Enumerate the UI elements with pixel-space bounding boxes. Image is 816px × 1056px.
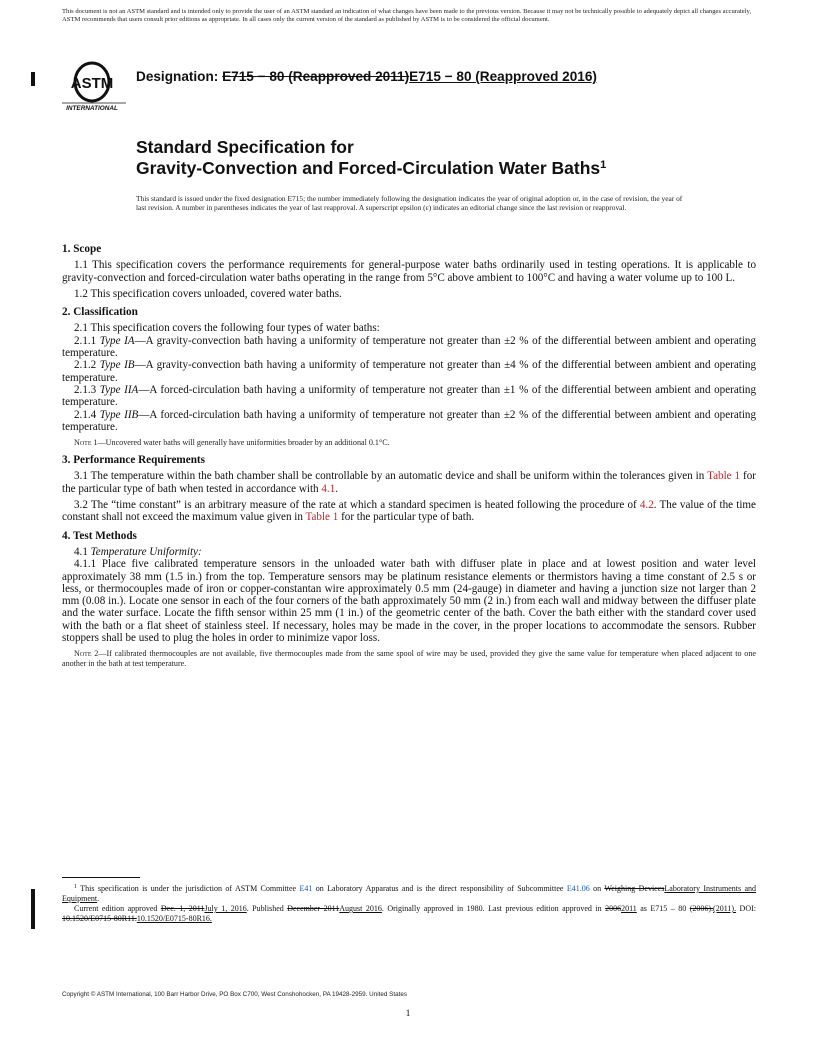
change-bar-top (31, 72, 35, 86)
change-bar-footnote (31, 889, 35, 929)
note-1: Note 1—Uncovered water baths will generally have uniformities broader by an additional 0.1°C. (74, 438, 390, 448)
issued-note: This standard is issued under the fixed designation E715; the number immediately following the designation indicates the year of original adoption or, in the case of revision, the year of last revision. A number in parentheses indicates the year of last reapproval. A superscript epsilon (ε) indicates an editorial change since the last revision or reapproval. (136, 194, 683, 212)
designation-old: E715 − 80 (Reapproved 2011) (222, 69, 410, 84)
title-line-2: Gravity-Convection and Forced-Circulation Water Baths (136, 158, 601, 178)
main-body (62, 243, 756, 675)
paragraph-3-1: 3.1 The temperature within the bath chamber shall be controllable by an automatic device and shall be uniform within the tolerances given in Table 1 for the particular type of bath when tested in accordance with 4.1. (62, 470, 756, 495)
notice-text: This document is not an ASTM standard and is intended only to provide the user of an ASTM standard an indication of what changes have been made to the previous version. Because it may not be technically possible to adequately depict all changes accurately, ASTM recommends that users consult prior editions as appropriate. In all cases only the current version of the standard as published by ASTM is to be considered the official document. (62, 8, 751, 23)
paragraph-1-1: 1.1 This specification covers the performance requirements for general-purpose water baths ordinarily used in testing operations. It is applicable to gravity-convection and forced-circulation water baths operating in the range from 5°C above ambient to 100°C and having a water volume up to 100 L. (62, 259, 756, 284)
designation (136, 69, 597, 84)
paragraph-2-1: 2.1 This specification covers the following four types of water baths: (74, 322, 380, 335)
section-heading-performance: 3. Performance Requirements (62, 454, 206, 467)
footnote-divider (62, 877, 140, 878)
link-section-4-1[interactable]: 4.1 (321, 482, 336, 495)
paragraph-4-1-1: 4.1.1 Place five calibrated temperature sensors in the unloaded water bath with diffuser plate in place and at lowest position and water level approximately 38 mm (1.5 in.) from the top. Temperature sensors may be platinum resistance elements or thermistors having a time constant of 2.5 s or less, or thermocouples made of iron or copper-constantan wire approximately 0.5 mm (24-gauge) in diameter and having a junction size not larger than 2 mm (0.08 in.). Locate one sensor in each of the four corners of the bath approximately 50 mm (2 in.) from each wall and midway between the diffuser plate and the water surface. Locate the fifth sensor within 25 mm (1 in.) of the geometric center of the bath. Cover the bath either with the standard cover used with the bath or a flat sheet of stainless steel. If necessary, holes may be made in the cover, in the proper locations to accommodate the sensors. Rubber stoppers shall be used to plug the holes in order to minimize vapor loss. (62, 558, 756, 645)
footnotes (62, 884, 756, 924)
note-2: Note 2—If calibrated thermocouples are not available, five thermocouples made from the same spool of wire may be used, provided they give the same value for temperature when placed adjacent to one another in the bath at test temperature. (62, 649, 756, 669)
title-footnote-mark[interactable]: 1 (600, 159, 607, 171)
designation-new: E715 − 80 (Reapproved 2016) (409, 69, 597, 84)
link-table-1-b[interactable]: Table 1 (305, 511, 339, 524)
paragraph-2-1-3: 2.1.3 Type IIA—A forced-circulation bath having a uniformity of temperature not greater than ±1 % of the differential between ambient and operating temperature. (62, 383, 756, 409)
page-number: 1 (405, 1008, 411, 1019)
link-section-4-2[interactable]: 4.2 (639, 499, 654, 512)
astm-logo (60, 58, 132, 116)
logo-letters: ASTM (70, 75, 114, 92)
footnote-1: $^1$ This specification is under the jurisdiction of ASTM Committee E41 on Laboratory Apparatus and is the direct responsibility of Subcommittee E41.06 on Weighing DevicesLaboratory Instruments and Equipment. (62, 884, 757, 903)
paragraph-2-1-2: 2.1.2 Type IB—A gravity-convection bath having a uniformity of temperature not greater than ±4 % of the differential between ambient and operating temperature. (62, 359, 756, 384)
link-table-1[interactable]: Table 1 (707, 470, 741, 483)
paragraph-3-2: 3.2 The “time constant” is an arbitrary measure of the rate at which a standard specimen is heated following the procedure of 4.2. The value of the time constant shall not exceed the maximum value given in Table 1 for the particular type of bath. (62, 499, 756, 524)
link-subcommittee-e41-06[interactable]: E41.06 (566, 884, 590, 893)
link-committee-e41[interactable]: E41 (299, 884, 313, 893)
paragraph-2-1-1: 2.1.1 Type IA—A gravity-convection bath having a uniformity of temperature not greater than ±2 % of the differential between ambient and operating temperature. (62, 334, 756, 360)
title-line-1: Standard Specification for (136, 137, 354, 157)
copyright-line: Copyright © ASTM International, 100 Barr Harbor Drive, PO Box C700, West Conshohocken, PA 19428-2959. United States (62, 991, 407, 998)
designation-label: Designation: (136, 69, 223, 84)
paragraph-2-1-4: 2.1.4 Type IIB—A forced-circulation bath having a uniformity of temperature not greater than ±2 % of the differential between ambient and operating temperature. (62, 408, 756, 433)
section-heading-classification: 2. Classification (62, 306, 138, 319)
footnote-edition: Current edition approved Dec. 1, 2011July 1, 2016. Published December 2011August 2016. Originally approved in 1980. Last previous edition approved in 20062011 as E715 – 80 (2006).(2011). DOI: 10.1520/E0715-80R11.10.1520/E0715-80R16. (62, 904, 756, 923)
section-heading-scope: 1. Scope (62, 243, 102, 255)
paragraph-1-2: 1.2 This specification covers unloaded, covered water baths. (74, 287, 342, 300)
section-heading-test-methods: 4. Test Methods (62, 529, 137, 542)
logo-subtitle: INTERNATIONAL (66, 105, 118, 112)
document-title (136, 137, 606, 179)
paragraph-4-1: 4.1 Temperature Uniformity: (74, 545, 202, 558)
